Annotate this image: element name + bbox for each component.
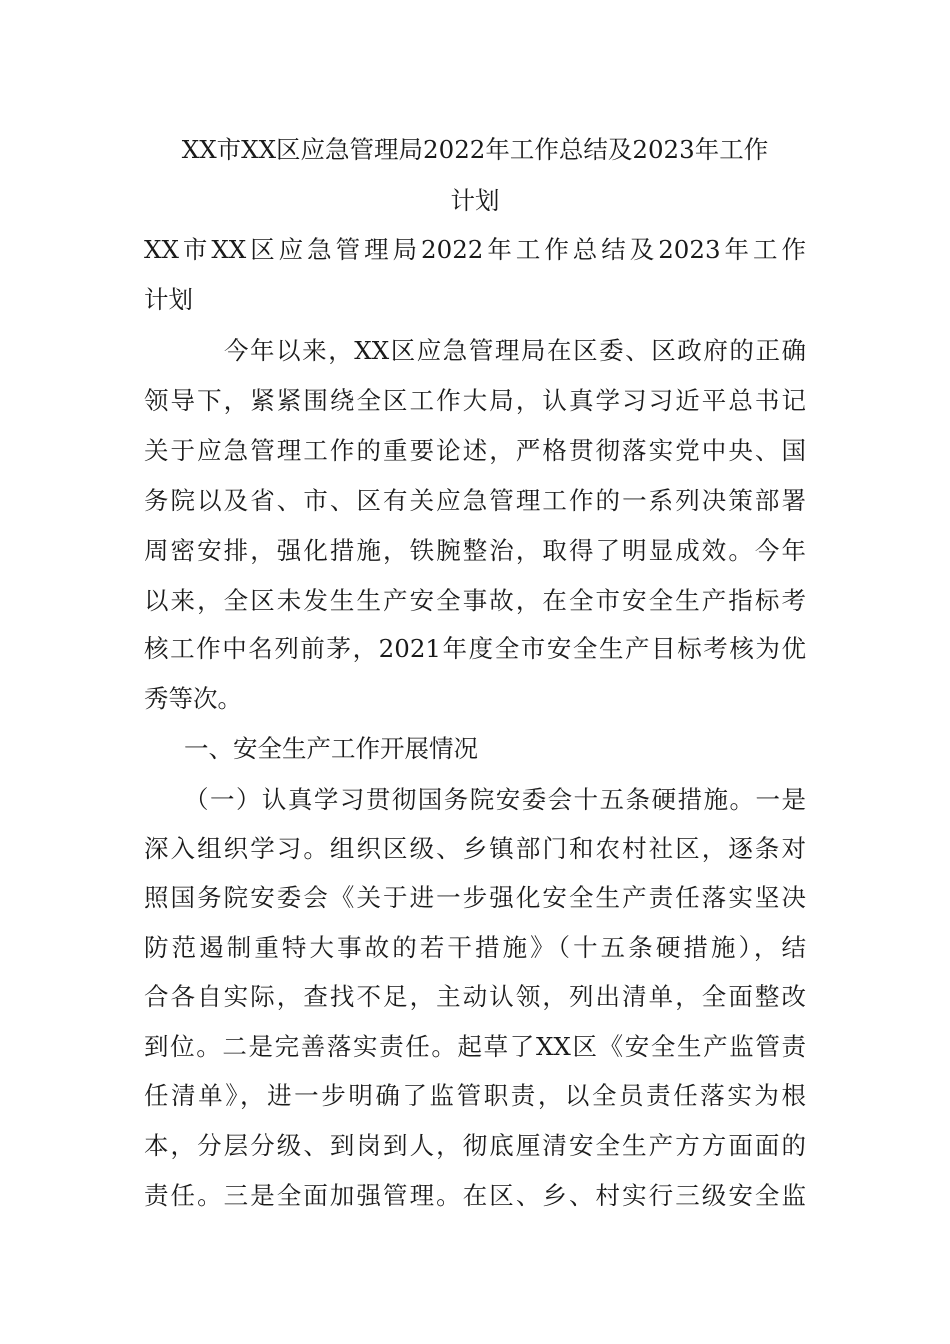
- document-title-line-2: 计划: [450, 186, 500, 215]
- paragraph-line: 照国务院安委会《关于进一步强化安全生产责任落实坚决: [144, 883, 806, 912]
- paragraph-line: 任清单》，进一步明确了监管职责，以全员责任落实为根: [144, 1081, 806, 1110]
- paragraph-line: 领导下，紧紧围绕全区工作大局，认真学习习近平总书记: [144, 386, 806, 415]
- paragraph-line: 周密安排，强化措施，铁腕整治，取得了明显成效。今年: [144, 536, 806, 565]
- paragraph-line: 秀等次。: [144, 684, 242, 713]
- section-heading: 一、安全生产工作开展情况: [184, 734, 478, 763]
- paragraph-line: 以来，全区未发生生产安全事故，在全市安全生产指标考: [144, 586, 806, 615]
- document-subtitle-line-2: 计划: [144, 285, 193, 314]
- paragraph-line: 关于应急管理工作的重要论述，严格贯彻落实党中央、国: [144, 436, 806, 465]
- paragraph-line: 深入组织学习。组织区级、乡镇部门和农村社区，逐条对: [144, 834, 806, 863]
- paragraph-line: 责任。三是全面加强管理。在区、乡、村实行三级安全监: [144, 1181, 806, 1210]
- document-title-line-1: XX市XX区应急管理局2022年工作总结及2023年工作: [181, 135, 769, 164]
- paragraph-line: 防范遏制重特大事故的若干措施》（十五条硬措施），结: [144, 933, 806, 962]
- paragraph-line: 到位。二是完善落实责任。起草了XX区《安全生产监管责: [144, 1032, 806, 1061]
- paragraph-line: 今年以来，XX区应急管理局在区委、区政府的正确: [224, 336, 806, 365]
- paragraph-line: 核工作中名列前茅，2021年度全市安全生产目标考核为优: [144, 634, 806, 663]
- paragraph-line: 务院以及省、市、区有关应急管理工作的一系列决策部署: [144, 486, 806, 515]
- document-subtitle-line-1: XX市XX区应急管理局2022年工作总结及2023年工作: [144, 235, 806, 264]
- paragraph-line: （一）认真学习贯彻国务院安委会十五条硬措施。一是: [184, 785, 806, 814]
- paragraph-line: 本，分层分级、到岗到人，彻底厘清安全生产方方面面的: [144, 1131, 806, 1160]
- paragraph-line: 合各自实际，查找不足，主动认领，列出清单，全面整改: [144, 982, 806, 1011]
